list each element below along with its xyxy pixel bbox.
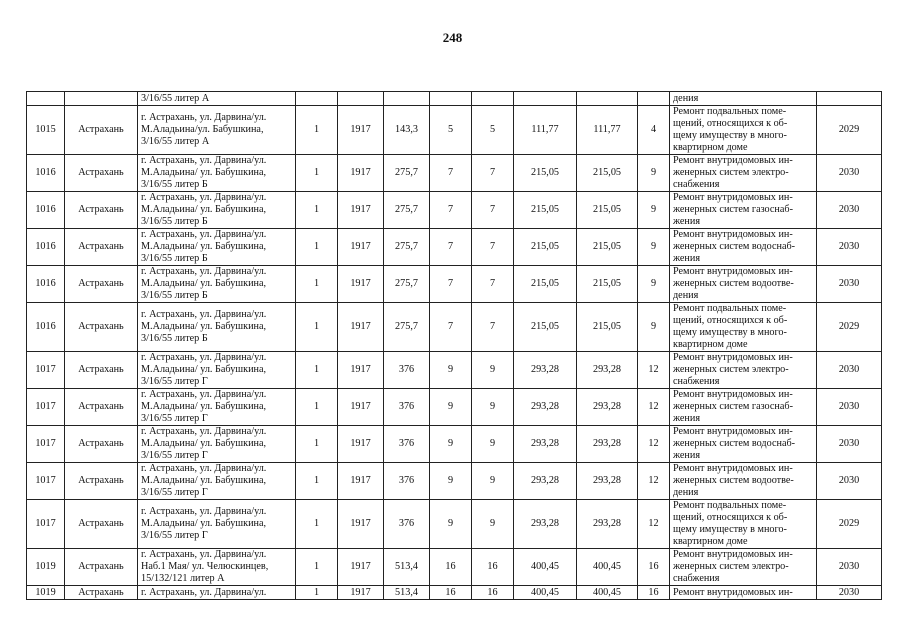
cell-area: 513,4	[384, 586, 430, 600]
cell-work-type-line: квартирном доме	[673, 536, 748, 547]
cell-city: Астрахань	[65, 266, 138, 303]
cell-house-id: 1016	[27, 229, 65, 266]
cell-count: 1	[296, 586, 338, 600]
cell-address-line: М.Аладьина/ ул. Бабушкина,	[141, 518, 267, 529]
cell-address-line: 3/16/55 литер Г	[141, 487, 208, 498]
cell-address-line: М.Аладьина/ ул. Бабушкина,	[141, 364, 267, 375]
cell-value-b: 293,28	[577, 389, 638, 426]
table-row	[27, 389, 882, 426]
cell-address	[138, 389, 296, 426]
cell-value-a: 215,05	[514, 229, 577, 266]
cell-house-id	[27, 92, 65, 106]
cell-city	[65, 92, 138, 106]
cell-address	[138, 155, 296, 192]
cell-count: 1	[296, 549, 338, 586]
cell-number-b: 7	[472, 155, 514, 192]
cell-count: 1	[296, 106, 338, 155]
cell-address-line: г. Астрахань, ул. Дарвина/ул.	[141, 586, 267, 598]
cell-number-b: 9	[472, 463, 514, 500]
cell-number-a	[430, 92, 472, 106]
cell-number-b: 9	[472, 500, 514, 549]
cell-plan-year: 2030	[817, 229, 882, 266]
cell-work-type-line: щему имуществу в много-	[673, 327, 787, 338]
cell-work-type-line: женерных систем электро-	[673, 364, 789, 375]
cell-count: 1	[296, 192, 338, 229]
cell-year: 1917	[338, 586, 384, 600]
cell-work-type-line: Ремонт внутридомовых ин-	[673, 192, 793, 203]
cell-area: 376	[384, 500, 430, 549]
cell-address-line: 3/16/55 литер Г	[141, 450, 208, 461]
cell-address	[138, 303, 296, 352]
cell-number-c: 12	[638, 500, 670, 549]
cell-address	[138, 586, 296, 600]
cell-work-type-line: Ремонт внутридомовых ин-	[673, 229, 793, 240]
table-row	[27, 155, 882, 192]
cell-work-type-line: Ремонт внутридомовых ин-	[673, 549, 793, 560]
cell-number-c: 12	[638, 352, 670, 389]
cell-city: Астрахань	[65, 500, 138, 549]
cell-address	[138, 549, 296, 586]
cell-count: 1	[296, 426, 338, 463]
cell-plan-year: 2030	[817, 389, 882, 426]
cell-address-line: 3/16/55 литер А	[141, 136, 210, 147]
cell-number-b: 9	[472, 426, 514, 463]
cell-work-type-line: женерных систем газоснаб-	[673, 204, 793, 215]
cell-address-line: 3/16/55 литер Г	[141, 376, 208, 387]
cell-number-b: 16	[472, 549, 514, 586]
cell-city: Астрахань	[65, 303, 138, 352]
cell-work-type	[670, 303, 817, 352]
cell-year: 1917	[338, 229, 384, 266]
cell-address	[138, 229, 296, 266]
cell-work-type	[670, 586, 817, 600]
cell-work-type-line: щений, относящихся к об-	[673, 315, 788, 326]
cell-number-b: 7	[472, 192, 514, 229]
cell-count: 1	[296, 266, 338, 303]
cell-value-a: 215,05	[514, 266, 577, 303]
cell-area: 376	[384, 389, 430, 426]
cell-count: 1	[296, 303, 338, 352]
cell-value-b: 400,45	[577, 586, 638, 600]
cell-number-a: 9	[430, 463, 472, 500]
cell-number-a: 7	[430, 303, 472, 352]
cell-value-a: 293,28	[514, 426, 577, 463]
cell-work-type	[670, 463, 817, 500]
cell-plan-year: 2030	[817, 586, 882, 600]
cell-number-b: 7	[472, 229, 514, 266]
table-row	[27, 549, 882, 586]
cell-value-a: 111,77	[514, 106, 577, 155]
cell-address-line: 3/16/55 литер Г	[141, 530, 208, 541]
cell-work-type-line: квартирном доме	[673, 339, 748, 350]
table-row	[27, 303, 882, 352]
cell-house-id: 1016	[27, 192, 65, 229]
cell-work-type	[670, 549, 817, 586]
cell-area: 376	[384, 426, 430, 463]
cell-work-type-line: женерных систем газоснаб-	[673, 401, 793, 412]
cell-address-line: 3/16/55 литер Б	[141, 179, 208, 190]
cell-city: Астрахань	[65, 155, 138, 192]
cell-address-line: г. Астрахань, ул. Дарвина/ул.	[141, 506, 267, 517]
cell-value-a: 400,45	[514, 586, 577, 600]
cell-work-type-line: снабжения	[673, 573, 720, 584]
cell-number-b: 7	[472, 303, 514, 352]
cell-city: Астрахань	[65, 389, 138, 426]
cell-house-id: 1017	[27, 389, 65, 426]
table-row	[27, 266, 882, 303]
cell-count: 1	[296, 155, 338, 192]
cell-address-line: 3/16/55 литер Г	[141, 413, 208, 424]
cell-area: 275,7	[384, 303, 430, 352]
cell-work-type-line: Ремонт внутридомовых ин-	[673, 426, 793, 437]
cell-work-type-line: снабжения	[673, 179, 720, 190]
cell-house-id: 1019	[27, 586, 65, 600]
cell-work-type-line: женерных систем водоотве-	[673, 278, 794, 289]
cell-number-c: 12	[638, 426, 670, 463]
cell-address-line: М.Аладьина/ ул. Бабушкина,	[141, 321, 267, 332]
cell-address	[138, 352, 296, 389]
cell-count: 1	[296, 229, 338, 266]
cell-address	[138, 92, 296, 106]
cell-plan-year: 2030	[817, 352, 882, 389]
cell-number-a: 5	[430, 106, 472, 155]
cell-number-b: 9	[472, 389, 514, 426]
cell-plan-year: 2030	[817, 426, 882, 463]
cell-work-type-line: женерных систем электро-	[673, 561, 789, 572]
cell-work-type-line: жения	[673, 413, 701, 424]
cell-city: Астрахань	[65, 106, 138, 155]
cell-address	[138, 266, 296, 303]
cell-area: 275,7	[384, 266, 430, 303]
cell-address	[138, 106, 296, 155]
cell-value-a: 215,05	[514, 155, 577, 192]
cell-number-c: 9	[638, 229, 670, 266]
cell-value-a: 293,28	[514, 352, 577, 389]
cell-work-type-line: жения	[673, 216, 701, 227]
cell-house-id: 1016	[27, 266, 65, 303]
cell-number-a: 7	[430, 155, 472, 192]
cell-number-c: 16	[638, 549, 670, 586]
cell-value-b: 293,28	[577, 426, 638, 463]
cell-work-type	[670, 500, 817, 549]
cell-area: 376	[384, 352, 430, 389]
cell-year: 1917	[338, 389, 384, 426]
cell-address-line: 15/132/121 литер А	[141, 573, 225, 584]
cell-number-c: 9	[638, 303, 670, 352]
cell-value-b: 215,05	[577, 155, 638, 192]
cell-city: Астрахань	[65, 192, 138, 229]
cell-house-id: 1017	[27, 426, 65, 463]
cell-value-b: 293,28	[577, 463, 638, 500]
cell-value-b: 215,05	[577, 192, 638, 229]
cell-house-id: 1019	[27, 549, 65, 586]
cell-work-type	[670, 106, 817, 155]
cell-work-type-line: дения	[673, 290, 699, 301]
cell-work-type-line: Ремонт подвальных поме-	[673, 303, 787, 314]
cell-address-line: г. Астрахань, ул. Дарвина/ул.	[141, 352, 267, 363]
cell-address-line: М.Аладьина/ ул. Бабушкина,	[141, 401, 267, 412]
cell-year	[338, 92, 384, 106]
cell-city: Астрахань	[65, 586, 138, 600]
cell-house-id: 1015	[27, 106, 65, 155]
cell-address-line: 3/16/55 литер А	[141, 93, 210, 104]
cell-work-type	[670, 229, 817, 266]
cell-address-line: г. Астрахань, ул. Дарвина/ул.	[141, 155, 267, 166]
cell-work-type	[670, 92, 817, 106]
cell-number-c	[638, 92, 670, 106]
cell-address-line: г. Астрахань, ул. Дарвина/ул.	[141, 549, 267, 560]
cell-address-line: 3/16/55 литер Б	[141, 253, 208, 264]
cell-address	[138, 192, 296, 229]
cell-value-b: 293,28	[577, 352, 638, 389]
cell-work-type-line: дения	[673, 93, 699, 104]
cell-address	[138, 463, 296, 500]
cell-address-line: М.Аладьина/ ул. Бабушкина,	[141, 278, 267, 289]
cell-plan-year: 2029	[817, 106, 882, 155]
cell-value-a	[514, 92, 577, 106]
cell-plan-year: 2030	[817, 155, 882, 192]
cell-address-line: г. Астрахань, ул. Дарвина/ул.	[141, 463, 267, 474]
cell-address-line: г. Астрахань, ул. Дарвина/ул.	[141, 266, 267, 277]
cell-address-line: М.Аладьина/ ул. Бабушкина,	[141, 241, 267, 252]
cell-year: 1917	[338, 155, 384, 192]
cell-number-b: 5	[472, 106, 514, 155]
cell-value-a: 215,05	[514, 192, 577, 229]
cell-number-b: 16	[472, 586, 514, 600]
cell-number-a: 9	[430, 500, 472, 549]
cell-value-a: 293,28	[514, 389, 577, 426]
table-row	[27, 500, 882, 549]
cell-plan-year: 2030	[817, 549, 882, 586]
cell-work-type-line: Ремонт внутридомовых ин-	[673, 352, 793, 363]
cell-address-line: 3/16/55 литер Б	[141, 333, 208, 344]
cell-address-line: М.Аладьина/ ул. Бабушкина,	[141, 204, 267, 215]
cell-year: 1917	[338, 303, 384, 352]
cell-work-type-line: Ремонт внутридомовых ин-	[673, 155, 793, 166]
cell-count	[296, 92, 338, 106]
cell-work-type	[670, 155, 817, 192]
cell-work-type-line: щений, относящихся к об-	[673, 512, 788, 523]
cell-work-type-line: квартирном доме	[673, 142, 748, 153]
cell-address-line: 3/16/55 литер Б	[141, 290, 208, 301]
cell-address-line: М.Аладьина/ ул. Бабушкина,	[141, 475, 267, 486]
cell-number-c: 9	[638, 266, 670, 303]
cell-address-line: М.Аладьина/ ул. Бабушкина,	[141, 438, 267, 449]
cell-plan-year: 2030	[817, 192, 882, 229]
table-row	[27, 586, 882, 600]
cell-plan-year: 2030	[817, 463, 882, 500]
cell-year: 1917	[338, 192, 384, 229]
cell-area: 376	[384, 463, 430, 500]
table-row	[27, 463, 882, 500]
cell-number-c: 4	[638, 106, 670, 155]
cell-value-b	[577, 92, 638, 106]
register-body	[27, 92, 882, 600]
cell-work-type-line: женерных систем водоснаб-	[673, 438, 796, 449]
cell-number-a: 7	[430, 192, 472, 229]
cell-value-a: 293,28	[514, 463, 577, 500]
cell-address-line: М.Аладьина/ ул. Бабушкина,	[141, 167, 267, 178]
cell-year: 1917	[338, 266, 384, 303]
cell-number-b	[472, 92, 514, 106]
cell-number-b: 9	[472, 352, 514, 389]
cell-work-type-line: женерных систем электро-	[673, 167, 789, 178]
cell-work-type	[670, 192, 817, 229]
cell-work-type	[670, 352, 817, 389]
cell-number-c: 16	[638, 586, 670, 600]
cell-number-a: 7	[430, 229, 472, 266]
cell-year: 1917	[338, 426, 384, 463]
cell-area: 513,4	[384, 549, 430, 586]
cell-house-id: 1017	[27, 463, 65, 500]
cell-value-b: 215,05	[577, 266, 638, 303]
cell-work-type-line: женерных систем водоснаб-	[673, 241, 796, 252]
cell-number-a: 16	[430, 586, 472, 600]
cell-address-line: Наб.1 Мая/ ул. Челюскинцев,	[141, 561, 269, 572]
cell-work-type-line: жения	[673, 253, 701, 264]
cell-work-type-line: щему имуществу в много-	[673, 130, 787, 141]
cell-address	[138, 500, 296, 549]
cell-work-type-line: дения	[673, 487, 699, 498]
cell-city: Астрахань	[65, 426, 138, 463]
cell-year: 1917	[338, 549, 384, 586]
cell-city: Астрахань	[65, 549, 138, 586]
cell-number-b: 7	[472, 266, 514, 303]
cell-count: 1	[296, 500, 338, 549]
cell-count: 1	[296, 389, 338, 426]
cell-count: 1	[296, 463, 338, 500]
housing-register-table	[26, 91, 882, 600]
cell-number-a: 9	[430, 352, 472, 389]
cell-address	[138, 426, 296, 463]
cell-address-line: М.Аладьина/ул. Бабушкина,	[141, 124, 264, 135]
table-row	[27, 106, 882, 155]
cell-city: Астрахань	[65, 463, 138, 500]
cell-city: Астрахань	[65, 352, 138, 389]
cell-house-id: 1016	[27, 303, 65, 352]
cell-number-c: 9	[638, 155, 670, 192]
cell-area: 275,7	[384, 155, 430, 192]
cell-work-type-line: снабжения	[673, 376, 720, 387]
cell-year: 1917	[338, 106, 384, 155]
cell-work-type	[670, 426, 817, 463]
cell-work-type-line: женерных систем водоотве-	[673, 475, 794, 486]
cell-address-line: г. Астрахань, ул. Дарвина/ул.	[141, 309, 267, 320]
cell-number-a: 9	[430, 389, 472, 426]
cell-value-a: 400,45	[514, 549, 577, 586]
cell-house-id: 1017	[27, 352, 65, 389]
cell-area: 275,7	[384, 229, 430, 266]
cell-address-line: г. Астрахань, ул. Дарвина/ул.	[141, 389, 267, 400]
cell-address-line: г. Астрахань, ул. Дарвина/ул.	[141, 112, 267, 123]
cell-house-id: 1017	[27, 500, 65, 549]
cell-plan-year	[817, 92, 882, 106]
table-row	[27, 229, 882, 266]
cell-work-type-line: Ремонт внутридомовых ин-	[673, 463, 793, 474]
cell-year: 1917	[338, 463, 384, 500]
cell-value-b: 293,28	[577, 500, 638, 549]
cell-work-type-line: щений, относящихся к об-	[673, 118, 788, 129]
cell-address-line: г. Астрахань, ул. Дарвина/ул.	[141, 426, 267, 437]
cell-value-b: 215,05	[577, 303, 638, 352]
cell-number-c: 12	[638, 463, 670, 500]
page-number: 248	[442, 30, 463, 45]
cell-work-type	[670, 389, 817, 426]
cell-city: Астрахань	[65, 229, 138, 266]
cell-value-b: 111,77	[577, 106, 638, 155]
cell-year: 1917	[338, 500, 384, 549]
cell-year: 1917	[338, 352, 384, 389]
cell-number-a: 9	[430, 426, 472, 463]
cell-value-a: 215,05	[514, 303, 577, 352]
cell-count: 1	[296, 352, 338, 389]
cell-work-type-line: Ремонт подвальных поме-	[673, 500, 787, 511]
cell-address-line: г. Астрахань, ул. Дарвина/ул.	[141, 229, 267, 240]
cell-value-a: 293,28	[514, 500, 577, 549]
cell-number-a: 7	[430, 266, 472, 303]
cell-number-c: 12	[638, 389, 670, 426]
cell-plan-year: 2029	[817, 500, 882, 549]
cell-work-type	[670, 266, 817, 303]
cell-plan-year: 2030	[817, 266, 882, 303]
cell-address-line: 3/16/55 литер Б	[141, 216, 208, 227]
cell-house-id: 1016	[27, 155, 65, 192]
table-row	[27, 92, 882, 106]
cell-number-a: 16	[430, 549, 472, 586]
cell-value-b: 215,05	[577, 229, 638, 266]
cell-area: 275,7	[384, 192, 430, 229]
cell-plan-year: 2029	[817, 303, 882, 352]
table-row	[27, 352, 882, 389]
cell-work-type-line: Ремонт внутридомовых ин-	[673, 266, 793, 277]
table-row	[27, 426, 882, 463]
cell-address-line: г. Астрахань, ул. Дарвина/ул.	[141, 192, 267, 203]
cell-work-type-line: щему имуществу в много-	[673, 524, 787, 535]
cell-work-type-line: Ремонт внутридомовых ин-	[673, 586, 793, 598]
cell-work-type-line: жения	[673, 450, 701, 461]
cell-value-b: 400,45	[577, 549, 638, 586]
cell-work-type-line: Ремонт внутридомовых ин-	[673, 389, 793, 400]
cell-area	[384, 92, 430, 106]
cell-area: 143,3	[384, 106, 430, 155]
cell-number-c: 9	[638, 192, 670, 229]
table-row	[27, 192, 882, 229]
cell-work-type-line: Ремонт подвальных поме-	[673, 106, 787, 117]
